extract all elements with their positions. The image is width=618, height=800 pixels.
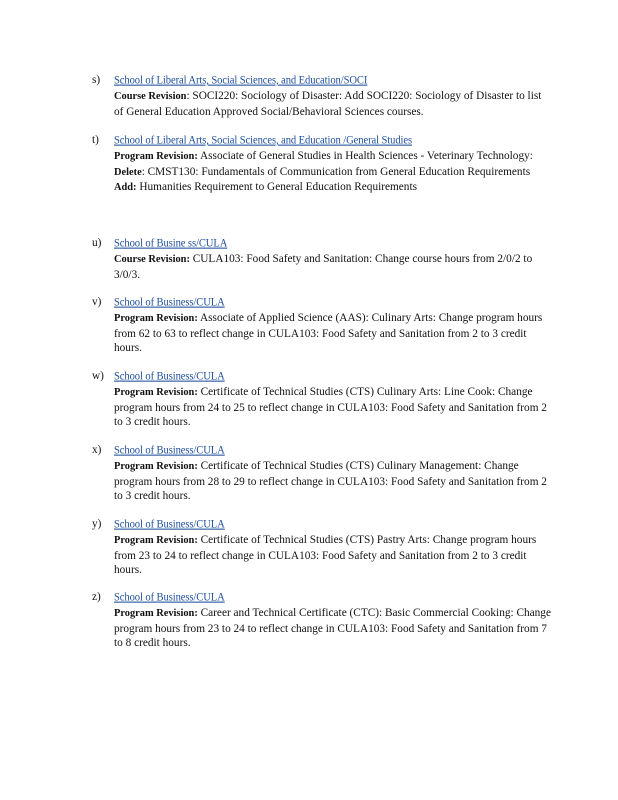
list-item-z — [92, 590, 552, 651]
item-heading-link[interactable]: School of Liberal Arts, Social Sciences, and Education /General Studies — [114, 135, 412, 147]
item-key: Course Revision — [114, 90, 187, 102]
item-key: Course Revision: — [114, 253, 190, 265]
item-letter: y) — [92, 518, 102, 530]
item-line — [114, 311, 552, 356]
item-key: Delete — [114, 166, 142, 178]
item-heading-link[interactable]: School of Business/CULA — [114, 445, 225, 457]
item-line — [114, 149, 552, 165]
item-key: Program Revision: — [114, 150, 198, 162]
item-key: Program Revision: — [114, 607, 198, 619]
item-text: : SOCI220: Sociology of Disaster: Add SOCI220: Sociology of Disaster to list of General Education Approved Social/Behavioral Sciences courses. — [114, 89, 542, 118]
item-letter: u) — [92, 237, 102, 249]
item-text: Humanities Requirement to General Education Requirements — [136, 181, 417, 194]
item-text: Certificate of Technical Studies (CTS) Culinary Management: Change program hours from 28 to 29 to reflect change in CULA103: Food Safety and Sanitation from 2 to 3 credit hours. — [114, 459, 547, 503]
item-letter: v) — [92, 296, 102, 308]
item-line — [114, 385, 552, 430]
list-item-y — [92, 517, 552, 578]
item-heading-link[interactable]: School of Business/CULA — [114, 371, 225, 383]
item-heading-link[interactable]: School of Liberal Arts, Social Sciences, and Education/SOCI — [114, 75, 368, 87]
item-line — [114, 533, 552, 578]
list-item-t — [92, 133, 552, 196]
item-letter: z) — [92, 591, 101, 603]
item-key: Add: — [114, 182, 137, 194]
item-key: Program Revision: — [114, 460, 198, 472]
item-text: Certificate of Technical Studies (CTS) Pastry Arts: Change program hours from 23 to 24 to reflect change in CULA103: Food Safety and Sanitation from 2 to 3 credit hours. — [114, 533, 537, 577]
item-letter: w) — [92, 370, 104, 382]
list-item-v — [92, 295, 552, 356]
item-letter: t) — [92, 134, 99, 146]
item-heading-link[interactable]: School of Business/CULA — [114, 519, 225, 531]
item-line — [114, 459, 552, 504]
list-item-s — [92, 73, 552, 119]
item-line — [114, 89, 552, 120]
item-heading-link[interactable]: School of Busine ss/CULA — [114, 238, 228, 250]
item-letter: x) — [92, 444, 102, 456]
item-text: CULA103: Food Safety and Sanitation: Change course hours from 2/0/2 to 3/0/3. — [114, 252, 533, 281]
item-text: Associate of Applied Science (AAS): Culinary Arts: Change program hours from 62 to 63 to reflect change in CULA103: Food Safety and Sanitation from 2 to 3 credit hours. — [114, 311, 543, 355]
list-item-x — [92, 443, 552, 504]
item-text: Certificate of Technical Studies (CTS) Culinary Arts: Line Cook: Change program hours from 24 to 25 to reflect change in CULA103: Food Safety and Sanitation from 2 to 3 credit hours. — [114, 385, 547, 429]
item-key: Program Revision: — [114, 534, 198, 546]
item-heading-link[interactable]: School of Business/CULA — [114, 592, 225, 604]
item-key: Program Revision: — [114, 312, 198, 324]
item-line — [114, 252, 552, 283]
item-key: Program Revision: — [114, 386, 198, 398]
item-line — [114, 165, 552, 181]
item-text: : CMST130: Fundamentals of Communication from General Education Requirements — [141, 165, 531, 178]
list-item-u — [92, 236, 552, 282]
item-line — [114, 180, 552, 196]
item-text: Career and Technical Certificate (CTC): Basic Commercial Cooking: Change program hours from 23 to 24 to reflect change in CULA103: Food Safety and Sanitation from 7 to 8 credit hours. — [114, 606, 551, 650]
item-heading-link[interactable]: School of Business/CULA — [114, 297, 225, 309]
item-text: Associate of General Studies in Health Sciences - Veterinary Technology: — [197, 149, 533, 162]
item-letter: s) — [92, 74, 101, 86]
item-line — [114, 606, 552, 651]
list-item-w — [92, 369, 552, 430]
